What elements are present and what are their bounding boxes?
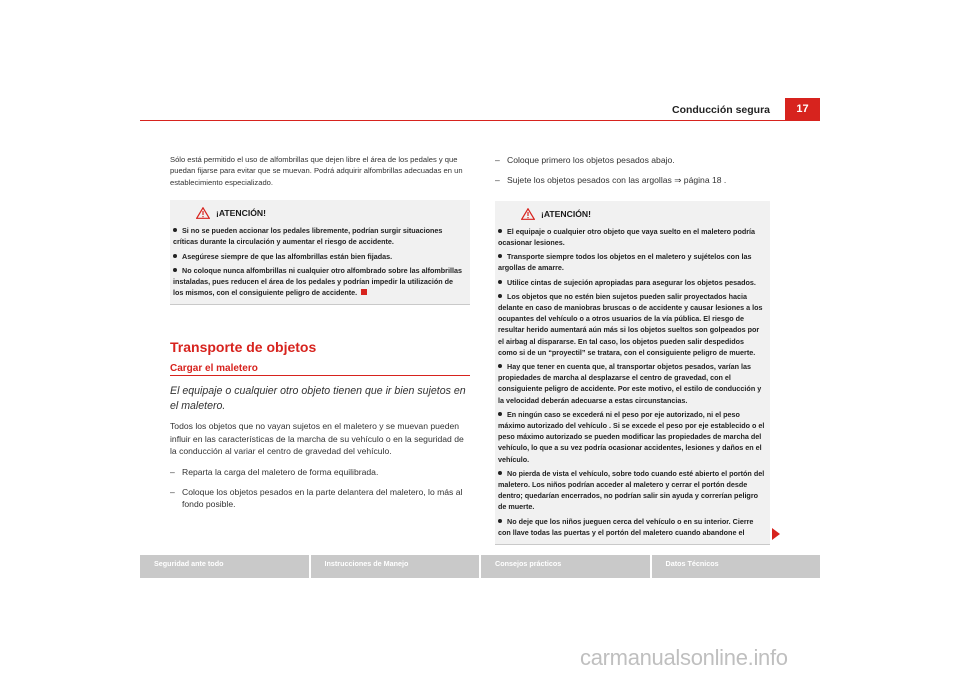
step-item: – Sujete los objetos pesados con las argollas ⇒ página 18 . xyxy=(495,174,770,186)
warning-item: En ningún caso se excederá ni el peso por eje autorizado, ni el peso máximo autorizado del vehículo . Si se excede el peso por eje establecido o el peso máximo autorizado se pueden modificar las propiedades de marcha del vehículo, lo que a su vez podría ocasionar accidentes, lesiones y daños en el vehículo. xyxy=(498,409,765,464)
warning-item: Asegúrese siempre de que las alfombrillas están bien fijadas. xyxy=(173,251,465,262)
footer-tab-seguridad[interactable]: Seguridad ante todo xyxy=(140,555,309,578)
warning-item: No coloque nunca alfombrillas ni cualquier otro alfombrado sobre las alfombrillas instaladas, pues reducen el área de los pedales y podrían impedir la utilización de los mismos, con el consiguiente peligro de accidente. xyxy=(173,265,462,298)
bullet-icon xyxy=(498,294,502,298)
continue-arrow-icon xyxy=(772,528,780,540)
warning-triangle-icon xyxy=(521,208,535,220)
page-header-title: Conducción segura xyxy=(671,104,770,116)
footer-tab-consejos[interactable]: Consejos prácticos xyxy=(481,555,650,578)
bullet-icon xyxy=(498,254,502,258)
section-title: Transporte de objetos xyxy=(170,339,317,356)
right-column xyxy=(495,154,770,545)
warning-item: No pierda de vista el vehículo, sobre todo cuando esté abierto el portón del maletero. Los niños podrían acceder al maletero y cerrar el portón desde dentro; quedarían encerrados, no podrían salir sin ayuda y correrían peligro de muerte. xyxy=(498,468,765,512)
footer-tab-datos[interactable]: Datos Técnicos xyxy=(652,555,821,578)
step-item: – Coloque los objetos pesados en la parte delantera del maletero, lo más al fondo posible. xyxy=(170,486,470,511)
footer-tab-instrucciones[interactable]: Instrucciones de Manejo xyxy=(311,555,480,578)
bullet-icon xyxy=(498,471,502,475)
step-item: – Reparta la carga del maletero de forma equilibrada. xyxy=(170,466,470,478)
warning-item: Hay que tener en cuenta que, al transportar objetos pesados, varían las propiedades de marcha al desplazarse el centro de gravedad, con el consiguiente peligro de accidente. Por este motivo, el estilo de conducción y la velocidad deberán adecuarse a estas circunstancias. xyxy=(498,362,762,405)
warning-item: El equipaje o cualquier otro objeto que vaya suelto en el maletero podría ocasionar lesiones. xyxy=(498,226,756,248)
warning-item: Los objetos que no estén bien sujetos pueden salir proyectados hacia delante en caso de maniobras bruscas o de accidente y causar lesiones a los ocupantes del vehículo o a otros usuarios de la vía pública. El riesgo de resultar herido aumentará aún más si los objetos sueltos son golpeados por el airbag al dispararse. En tal caso, los objetos pueden salir despedidos como si de un “proyectil” se tratara, con el consiguiente peligro de muerte. xyxy=(498,291,763,357)
warning-triangle-icon xyxy=(196,207,210,219)
lead-paragraph: El equipaje o cualquier otro objeto tienen que ir bien sujetos en el maletero. xyxy=(170,385,466,413)
page-number: 17 xyxy=(785,98,820,120)
watermark-text: carmanualsonline.info xyxy=(580,645,788,670)
footer-nav xyxy=(140,555,820,578)
bullet-icon xyxy=(498,412,502,416)
warning-title: ¡ATENCIÓN! xyxy=(216,208,266,219)
bullet-icon xyxy=(173,228,177,232)
body-paragraph: Todos los objetos que no vayan sujetos en el maletero y se muevan pueden influir en las características de la marcha de su vehículo o en la seguridad de la conducción al variar el centro de gravedad del vehículo. xyxy=(170,421,464,457)
step-item: – Coloque primero los objetos pesados abajo. xyxy=(495,154,770,166)
subsection-title: Cargar el maletero xyxy=(170,363,470,376)
bullet-icon xyxy=(498,229,502,233)
bullet-icon xyxy=(498,364,502,368)
end-of-section-icon xyxy=(361,289,367,295)
header-divider xyxy=(140,120,820,121)
warning-box-cargo xyxy=(495,201,770,545)
intro-paragraph: Sólo está permitido el uso de alfombrillas que dejen libre el área de los pedales y que puedan fijarse para evitar que se muevan. Podrá adquirir alfombrillas adecuadas en un establecimiento especializado. xyxy=(170,155,463,187)
bullet-icon xyxy=(498,519,502,523)
warning-item: Transporte siempre todos los objetos en el maletero y sujételos con las argollas de amarre. xyxy=(498,252,752,273)
warning-item: Si no se pueden accionar los pedales libremente, podrían surgir situaciones críticas durante la circulación y aumentar el riesgo de accidente. xyxy=(173,226,443,247)
bullet-icon xyxy=(173,268,177,272)
warning-item: No deje que los niños jueguen cerca del vehículo o en su interior. Cierre con llave todas las puertas y el portón del maletero cuando abandone el xyxy=(498,516,754,537)
warning-title: ¡ATENCIÓN! xyxy=(541,208,591,219)
warning-box-mats xyxy=(170,200,470,305)
bullet-icon xyxy=(173,254,177,258)
warning-header xyxy=(498,208,765,220)
warning-header xyxy=(173,207,465,219)
bullet-icon xyxy=(498,280,502,284)
left-column xyxy=(170,154,470,511)
warning-item: Utilice cintas de sujeción apropiadas para asegurar los objetos pesados. xyxy=(498,277,765,288)
